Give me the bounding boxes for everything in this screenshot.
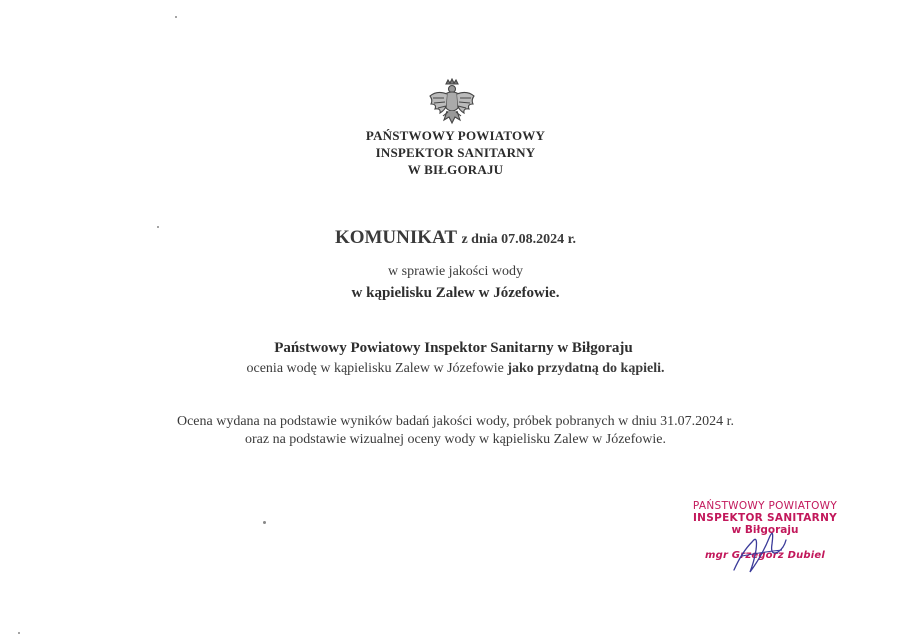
assessment-text xyxy=(0,361,911,377)
title-main: KOMUNIKAT xyxy=(334,227,457,248)
title-date: z dnia 07.08.2024 r. xyxy=(461,232,577,247)
stamp-line-3: w Biłgoraju xyxy=(731,524,799,536)
header-line-2: INSPEKTOR SANITARNY xyxy=(375,145,536,160)
basis-line-1: Ocena wydana na podstawie wyników badań jakości wody, próbek pobranych w dniu 31.07.2024 r. xyxy=(176,414,735,429)
assessment-text-prefix: ocenia wodę w kąpielisku Zalew w Józefowie xyxy=(246,361,504,376)
stamp-line-1: PAŃSTWOWY POWIATOWY xyxy=(692,500,838,512)
scan-speck xyxy=(263,521,266,524)
subject-line-2: w kąpielisku Zalew w Józefowie. xyxy=(351,285,560,301)
subject-line-1: w sprawie jakości wody xyxy=(388,264,523,279)
stamp-name: mgr Grzegorz Dubiel xyxy=(704,550,825,561)
header-line-3: W BIŁGORAJU xyxy=(407,162,504,177)
basis-line-2: oraz na podstawie wizualnej oceny wody w kąpielisku Zalew w Józefowie. xyxy=(244,432,667,447)
polish-eagle-emblem-icon xyxy=(427,78,477,130)
scan-speck xyxy=(18,632,20,634)
scan-speck xyxy=(157,226,159,228)
assessment-verdict: jako przydatną do kąpieli. xyxy=(507,361,665,376)
scan-speck xyxy=(175,16,177,18)
handwritten-signature xyxy=(712,522,802,582)
header-line-1: PAŃSTWOWY POWIATOWY xyxy=(365,128,546,143)
assessment-authority: Państwowy Powiatowy Inspektor Sanitarny w Biłgoraju xyxy=(274,340,633,356)
stamp-line-2: INSPEKTOR SANITARNY xyxy=(692,512,838,524)
document-title xyxy=(0,227,911,249)
